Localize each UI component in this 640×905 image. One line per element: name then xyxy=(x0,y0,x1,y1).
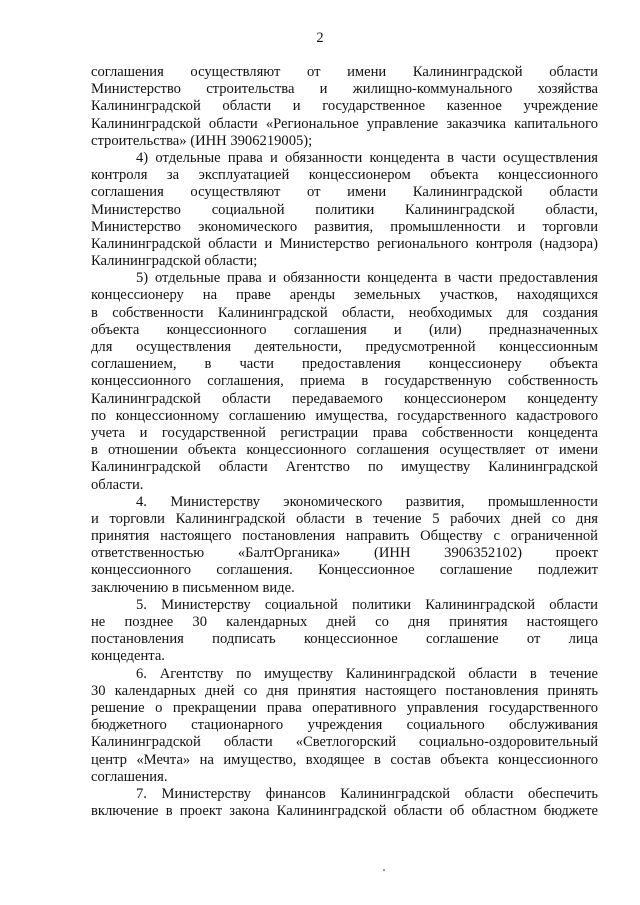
text-line: объекта концессионного соглашения и (или) предназначенных xyxy=(91,321,598,338)
text-line: бюджетного стационарного учреждения социального обслуживания xyxy=(91,717,598,734)
text-line: 4. Министерству экономического развития, промышленности xyxy=(136,493,598,510)
text-line: Калининградской области и государственное казенное учреждение xyxy=(91,98,598,115)
text-line: включение в проект закона Калининградской области об областном бюджете xyxy=(91,803,598,820)
text-line: соглашения. xyxy=(91,768,168,785)
paragraph-item-5 xyxy=(91,597,598,666)
text-line: Калининградской области Агентство по имуществу Калининградской xyxy=(91,459,598,476)
text-line: Калининградской области; xyxy=(91,253,258,270)
text-line: учета и государственной регистрации права собственности концедента xyxy=(91,424,598,441)
paragraph-item-6 xyxy=(91,666,598,786)
text-line: 7. Министерству финансов Калининградской области обеспечить xyxy=(136,785,598,802)
page-number: 2 xyxy=(316,30,324,46)
text-line: ответственностью «БалтОрганика» (ИНН 3906352102) проект xyxy=(91,545,598,562)
text-line: Калининградской области «Региональное управление заказчика капитального xyxy=(91,115,598,132)
text-line: заключению в письменном виде. xyxy=(91,579,295,596)
text-line: принятия настоящего постановления направить Обществу с ограниченной xyxy=(91,528,598,545)
text-line: для осуществления деятельности, предусмотренной концессионным xyxy=(91,339,598,355)
text-line: Калининградской области и Министерство регионального контроля (надзора) xyxy=(91,235,598,252)
text-line: соглашения осуществляют от имени Калининградской области xyxy=(91,64,598,80)
paragraph-item-4 xyxy=(91,494,598,597)
document-body xyxy=(91,64,598,820)
text-line: концедента. xyxy=(91,648,165,665)
text-line: Министерство экономического развития, промышленности и торговли xyxy=(91,218,598,235)
text-line: контроля за эксплуатацией концессионером объекта концессионного xyxy=(91,167,598,184)
paragraph-subitem-4 xyxy=(91,150,598,270)
paragraph-item-7 xyxy=(91,786,598,820)
text-line: Калининградской области «Светлогорский социально-оздоровительный xyxy=(91,734,598,751)
text-line: соглашения осуществляют от имени Калининградской области xyxy=(91,184,598,201)
text-line: области. xyxy=(91,476,144,493)
text-line: 30 календарных дней со дня принятия настоящего постановления принять xyxy=(91,682,598,699)
text-line: Министерство строительства и жилищно-коммунального хозяйства xyxy=(91,81,598,98)
text-line: постановления подписать концессионное соглашение от лица xyxy=(91,631,598,648)
text-line: решение о прекращении права оперативного управления государственного xyxy=(91,699,598,716)
text-line: 5. Министерству социальной политики Калининградской области xyxy=(136,596,598,613)
text-line: Министерство социальной политики Калининградской области, xyxy=(91,201,598,218)
text-line: центр «Мечта» на имущество, входящее в состав объекта концессионного xyxy=(91,751,598,768)
text-line: не позднее 30 календарных дней со дня принятия настоящего xyxy=(91,614,598,630)
text-line: соглашением, в части предоставления концессионеру объекта xyxy=(91,356,598,373)
text-line: строительства» (ИНН 3906219005); xyxy=(91,132,313,149)
text-line: концессионеру на праве аренды земельных участков, находящихся xyxy=(91,287,598,304)
paragraph-subitem-5 xyxy=(91,270,598,493)
paragraph-continuation xyxy=(91,64,598,150)
text-line: концессионного соглашения. Концессионное соглашение подлежит xyxy=(91,562,598,579)
text-line: концессионного соглашения, приема в государственную собственность xyxy=(91,373,598,390)
text-line: 5) отдельные права и обязанности концедента в части предоставления xyxy=(136,270,598,287)
text-line: 6. Агентству по имуществу Калининградской области в течение xyxy=(136,665,598,682)
text-line: в собственности Калининградской области, необходимых для создания xyxy=(91,304,598,321)
text-line: по концессионному соглашению имущества, государственного кадастрового xyxy=(91,407,598,424)
text-line: в отношении объекта концессионного соглашения осуществляет от имени xyxy=(91,442,598,459)
text-line: Калининградской области передаваемого концессионером концеденту xyxy=(91,390,598,407)
text-line: и торговли Калининградской области в течение 5 рабочих дней со дня xyxy=(91,510,598,527)
scan-speck xyxy=(383,869,385,871)
text-line: 4) отдельные права и обязанности концедента в части осуществления xyxy=(136,149,598,166)
